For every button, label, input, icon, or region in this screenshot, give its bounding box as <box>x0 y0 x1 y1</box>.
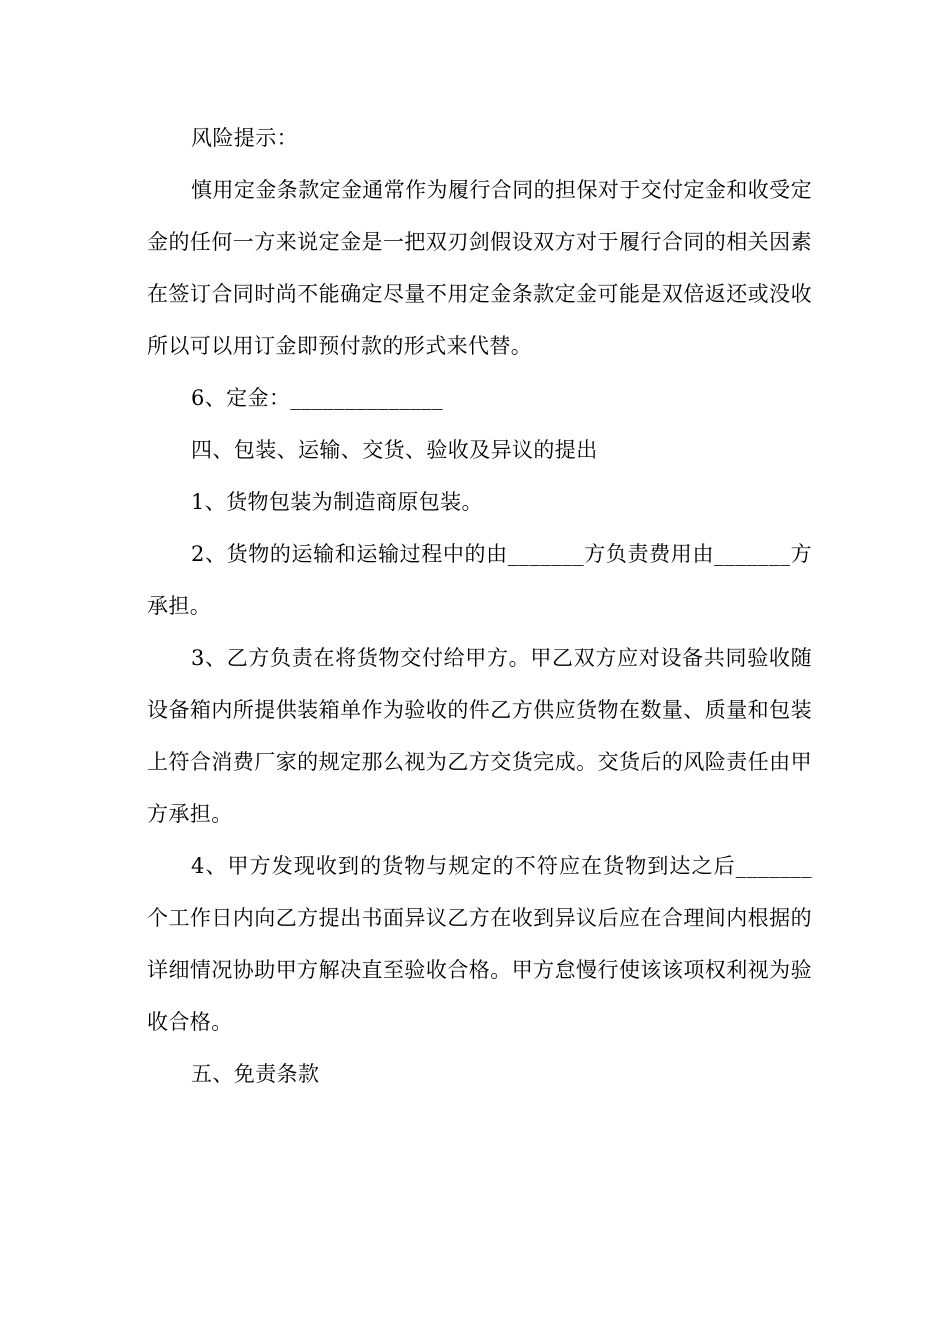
clause-packaging: 1、货物包装为制造商原包装。 <box>191 490 483 514</box>
clause-transport: 2、货物的运输和运输过程中的由_______方负责费用由_______方承担。 <box>147 542 812 618</box>
risk-notice-heading: 风险提示： <box>191 126 298 150</box>
deposit-risk-paragraph: 慎用定金条款定金通常作为履行合同的担保对于交付定金和收受定金的任何一方来说定金是一把双刃剑假设双方对于履行合同的相关因素在签订合同时尚不能确定尽量不用定金条款定金可能是双倍返还或没收所以可以用订金即预付款的形式来代替。 <box>147 178 812 358</box>
document-body <box>147 112 812 1100</box>
section-four-heading: 四、包装、运输、交货、验收及异议的提出 <box>191 438 598 462</box>
deposit-clause: 6、定金：______________ <box>191 386 443 410</box>
clause-objection: 4、甲方发现收到的货物与规定的不符应在货物到达之后_______个工作日内向乙方提出书面异议乙方在收到异议后应在合理间内根据的详细情况协助甲方解决直至验收合格。甲方怠慢行使该该项权利视为验收合格。 <box>147 854 812 1034</box>
section-five-heading: 五、免责条款 <box>191 1062 320 1086</box>
clause-delivery-acceptance: 3、乙方负责在将货物交付给甲方。甲乙双方应对设备共同验收随设备箱内所提供装箱单作为验收的件乙方供应货物在数量、质量和包装上符合消费厂家的规定那么视为乙方交货完成。交货后的风险责任由甲方承担。 <box>147 646 812 826</box>
